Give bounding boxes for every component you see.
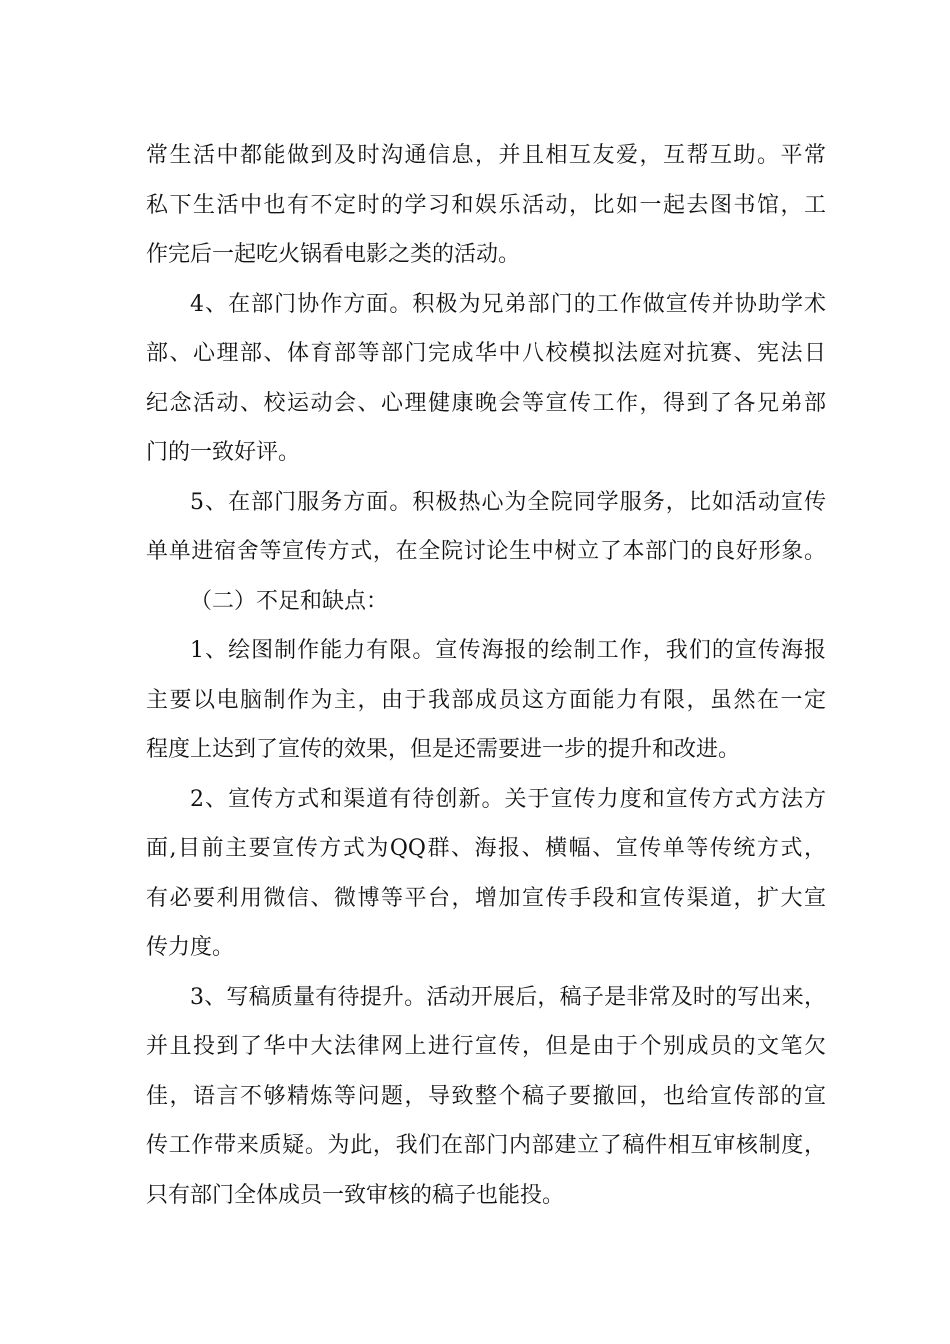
- text-line: 并且投到了华中大法律网上进行宣传，但是由于个别成员的文笔欠: [146, 1034, 826, 1059]
- text-line: 传工作带来质疑。为此，我们在部门内部建立了稿件相互审核制度，: [146, 1133, 826, 1158]
- paragraph-start-line: 1、绘图制作能力有限。宣传海报的绘制工作，我们的宣传海报: [190, 638, 826, 663]
- paragraph-start-line: 5、在部门服务方面。积极热心为全院同学服务，比如活动宣传: [190, 489, 826, 515]
- text-line: 常生活中都能做到及时沟通信息，并且相互友爱，互帮互助。平常: [146, 143, 826, 168]
- text-line: 有必要利用微信、微博等平台，增加宣传手段和宣传渠道，扩大宣: [146, 885, 826, 911]
- text-line: 只有部门全体成员一致审核的稿子也能投。: [146, 1182, 565, 1208]
- text-line: 佳，语言不够精炼等问题，导致整个稿子要撤回，也给宣传部的宣: [146, 1083, 826, 1109]
- paragraph-start-line: 2、宣传方式和渠道有待创新。关于宣传力度和宣传方式方法方: [190, 786, 826, 812]
- text-line: 程度上达到了宣传的效果，但是还需要进一步的提升和改进。: [146, 737, 741, 762]
- text-line: 纪念活动、校运动会、心理健康晚会等宣传工作，得到了各兄弟部: [146, 390, 826, 416]
- text-line: 面,目前主要宣传方式为QQ群、海报、横幅、宣传单等传统方式，: [146, 836, 826, 861]
- text-line: 门的一致好评。: [146, 440, 301, 465]
- text-line: 作完后一起吃火锅看电影之类的活动。: [146, 242, 521, 267]
- text-line: 私下生活中也有不定时的学习和娱乐活动，比如一起去图书馆，工: [146, 192, 826, 218]
- text-line: 传力度。: [146, 935, 235, 960]
- document-body: [146, 131, 826, 1220]
- paragraph-start-line: 4、在部门协作方面。积极为兄弟部门的工作做宣传并协助学术: [190, 291, 826, 317]
- text-line: 部、心理部、体育部等部门完成华中八校模拟法庭对抗赛、宪法日: [146, 341, 826, 366]
- section-heading: （二）不足和缺点：: [190, 588, 389, 614]
- text-line: 主要以电脑制作为主，由于我部成员这方面能力有限，虽然在一定: [146, 687, 826, 713]
- text-line: 单单进宿舍等宣传方式，在全院讨论生中树立了本部门的良好形象。: [146, 539, 826, 564]
- paragraph-start-line: 3、写稿质量有待提升。活动开展后，稿子是非常及时的写出来，: [190, 984, 826, 1010]
